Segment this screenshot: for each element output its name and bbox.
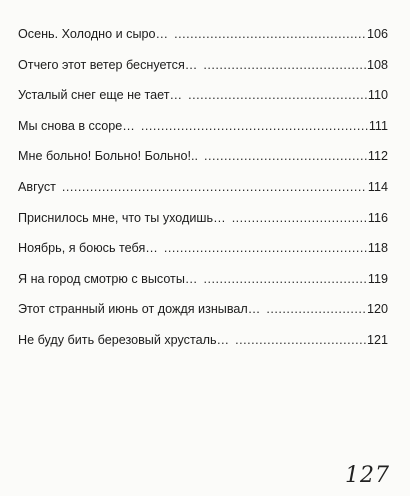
toc-entry	[18, 179, 388, 210]
toc-entry	[18, 148, 388, 179]
table-of-contents	[18, 26, 388, 363]
toc-entry-page: 114	[367, 179, 388, 194]
toc-entry-title: Август	[18, 179, 56, 194]
toc-entry-title: Не буду бить березовый хрусталь…	[18, 332, 230, 347]
dot-leader	[164, 240, 367, 256]
toc-entry-title: Осень. Холодно и сыро…	[18, 27, 169, 41]
toc-entry	[18, 210, 388, 241]
dot-leader	[232, 210, 367, 226]
toc-entry-page: 112	[367, 149, 388, 164]
toc-entry	[18, 240, 388, 271]
toc-entry-title: Мы снова в ссоре…	[18, 118, 135, 133]
dot-leader	[235, 332, 366, 348]
toc-entry	[18, 26, 388, 57]
toc-entry-title: Этот странный июнь от дождя изнывал…	[18, 302, 261, 317]
toc-entry-title: Я на город смотрю с высоты…	[18, 271, 198, 286]
toc-entry	[18, 301, 388, 332]
toc-entry	[18, 271, 388, 302]
dot-leader	[174, 26, 366, 42]
toc-entry-page: 108	[366, 57, 388, 72]
toc-entry-title: Усталый снег еще не тает…	[18, 88, 183, 103]
dot-leader	[204, 148, 367, 164]
dot-leader	[141, 118, 368, 134]
toc-entry-page: 111	[368, 118, 388, 133]
toc-entry-title: Ноябрь, я боюсь тебя…	[18, 241, 158, 256]
dot-leader	[203, 271, 366, 287]
page-number: 127	[345, 463, 390, 488]
toc-entry-title: Мне больно! Больно! Больно!..	[18, 149, 198, 164]
toc-entry-title: Отчего этот ветер беснуется…	[18, 57, 198, 72]
dot-leader	[188, 87, 367, 103]
toc-entry-page: 121	[366, 332, 388, 347]
toc-entry-page: 106	[366, 27, 388, 41]
dot-leader	[62, 179, 367, 195]
toc-entry	[18, 87, 388, 118]
dot-leader	[203, 57, 366, 73]
toc-entry-page: 118	[367, 241, 388, 256]
toc-entry-title: Приснилось мне, что ты уходишь…	[18, 210, 226, 225]
toc-entry	[18, 57, 388, 88]
dot-leader	[266, 301, 366, 317]
toc-entry	[18, 118, 388, 149]
toc-entry	[18, 332, 388, 363]
toc-entry-page: 119	[367, 271, 388, 286]
toc-entry-page: 120	[366, 302, 388, 317]
toc-entry-page: 116	[367, 210, 388, 225]
toc-entry-page: 110	[367, 88, 388, 103]
